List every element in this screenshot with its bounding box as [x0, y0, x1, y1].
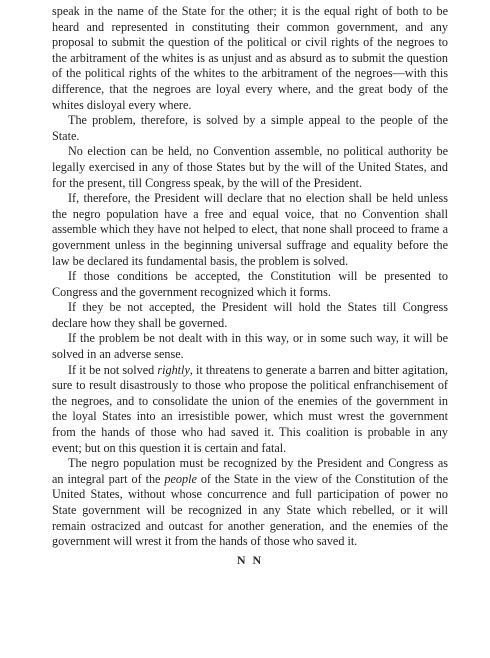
paragraph — [52, 456, 448, 550]
paragraph — [52, 269, 448, 300]
text-segment: The problem, therefore, is solved by a simple appeal to the people of the State. — [52, 113, 448, 143]
emphasis-text: rightly — [157, 362, 190, 377]
emphasis-text: people — [164, 471, 197, 486]
text-segment: If they be not accepted, the President will hold the States till Congress declare how they shall be governed. — [52, 300, 448, 330]
paragraph — [52, 300, 448, 331]
text-segment: If, therefore, the President will declare that no election shall be held unless the negro population have a free and equal voice, that no Convention shall assemble which they have not helped to elect, that none shall proceed to frame a government unless in the beginning universal suffrage and equality before the law be declared its fundamental basis, the problem is solved. — [52, 191, 448, 268]
paragraph — [52, 191, 448, 269]
paragraph — [52, 4, 448, 113]
text-segment: No election can be held, no Convention assemble, no political authority be legally exercised in any of those States but by the will of the United States, and for the present, till Congress speak, by the will of the President. — [52, 144, 448, 190]
text-segment: If those conditions be accepted, the Constitution will be presented to Congress and the government recognized which it forms. — [52, 269, 448, 299]
text-segment: , it threatens to generate a barren and bitter agitation, sure to result disastrously to those who propose the political enfranchisement of the negroes, and to consolidate the union of the enemies of the government in the loyal States into an irresistible power, which must wrest the government from the hands of those who had saved it. This coalition is probable in any event; but on this question it is certain and fatal. — [52, 362, 448, 455]
text-segment: If the problem be not dealt with in this way, or in some such way, it will be solved in an adverse sense. — [52, 331, 448, 362]
paragraph — [52, 331, 448, 362]
text-segment: The negro population must be recognized by the President and Congress as an integral part of the — [52, 456, 448, 486]
paragraph — [52, 113, 448, 144]
text-segment: If it be not solved — [68, 362, 158, 377]
paragraph — [52, 363, 448, 457]
body-text — [52, 4, 448, 550]
paragraph — [52, 144, 448, 191]
text-segment: speak in the name of the State for the other; it is the equal right of both to be heard and represented in constituting their common government, and any proposal to submit the question of the political or civil rights of the negroes to the arbitrament of the whites is as unjust and as absurd as to submit the question of the political rights of the whites to the arbitrament of the negroes—with this difference, that the negroes are loyal every where, and the great body of the whites disloyal every where. — [52, 4, 448, 112]
document-page — [52, 4, 448, 568]
signature-mark: N N — [236, 552, 264, 567]
text-segment: of the State in the view of the Constitution of the United States, without whose concurrence and full participation of power no State government will be recognized in any State which rebelled, or it will remain ostracized and outcast for another generation, and the enemies of the government will wrest it from the hands of those who saved it. — [52, 471, 448, 549]
